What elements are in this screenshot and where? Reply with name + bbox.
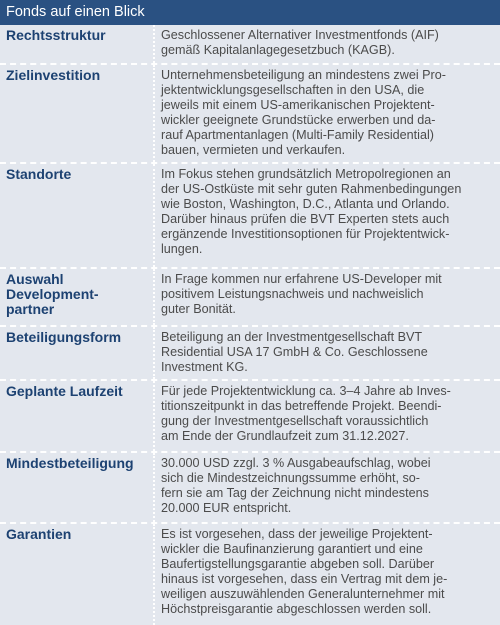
row-text: Geschlossener Alternativer Investmentfonds (AIF) gemäß Kapitalanlagegesetzbuch (KAGB). — [161, 28, 439, 58]
row-rechtsstruktur — [0, 25, 500, 65]
row-text: Unternehmensbeteiligung an mindestens zwei Pro- jektentwicklungsgesellschaften in den USA, die jeweils mit einem US-amerikanischen Projektent- wickler geeignete Grundstücke erwerben und da- rauf Apartmentanlagen (Multi-Family Residential) bauen, vermieten und verkaufen. — [161, 68, 446, 158]
row-beteiligungsform — [0, 327, 500, 381]
row-auswahl-developmentpartner — [0, 269, 500, 327]
column-separator — [153, 269, 155, 325]
row-label: Rechtsstruktur — [6, 27, 106, 43]
row-text: 30.000 USD zzgl. 3 % Ausgabeaufschlag, wobei sich die Mindestzeichnungssumme erhöht, so- fern sie am Tag der Zeichnung nicht mindestens 20.000 EUR entspricht. — [161, 456, 431, 516]
column-separator — [153, 381, 155, 451]
row-text: Für jede Projektentwicklung ca. 3–4 Jahre ab Inves- titionszeitpunkt in das betreffende Projekt. Beendi- gung der Investmentgesellschaft voraussichtlich am Ende der Grundlaufzeit zum 31.12.2027. — [161, 384, 451, 444]
row-label: Geplante Laufzeit — [6, 383, 123, 399]
row-text: In Frage kommen nur erfahrene US-Developer mit positivem Leistungsnachweis und nachweislich guter Bonität. — [161, 272, 442, 317]
row-label: Zielinvestition — [6, 67, 101, 83]
row-label: Mindestbeteiligung — [6, 455, 134, 471]
sheet-title: Fonds auf einen Blick — [0, 0, 500, 25]
column-separator — [153, 453, 155, 522]
row-label: Beteiligungsform — [6, 329, 122, 345]
row-label: Auswahl Development- partner — [6, 271, 99, 317]
column-separator — [153, 524, 155, 625]
row-standorte — [0, 164, 500, 269]
row-geplante-laufzeit — [0, 381, 500, 453]
column-separator — [153, 164, 155, 267]
row-garantien — [0, 524, 500, 625]
row-text: Beteiligung an der Investmentgesellschaft BVT Residential USA 17 GmbH & Co. Geschlossene Investment KG. — [161, 330, 428, 375]
column-separator — [153, 65, 155, 162]
row-text: Es ist vorgesehen, dass der jeweilige Projektent- wickler die Baufinanzierung garantiert und eine Baufertigstellungsgarantie abgeben soll. Darüber hinaus ist vorgesehen, dass ein Vertrag mit dem je- weiligen auszuwählenden Generalunternehmer mit Höchstpreisgarantie abgeschlossen werden soll. — [161, 527, 448, 617]
row-mindestbeteiligung — [0, 453, 500, 524]
row-zielinvestition — [0, 65, 500, 164]
row-text: Im Fokus stehen grundsätzlich Metropolregionen an der US-Ostküste mit sehr guten Rahmenbedingungen wie Boston, Washington, D.C., Atlanta und Orlando. Darüber hinaus prüfen die BVT Experten stets auch ergänzende Investitionsoptionen für Projektentwick- lungen. — [161, 167, 462, 257]
column-separator — [153, 327, 155, 379]
row-label: Garantien — [6, 526, 72, 542]
column-separator — [153, 25, 155, 63]
row-label: Standorte — [6, 166, 72, 182]
